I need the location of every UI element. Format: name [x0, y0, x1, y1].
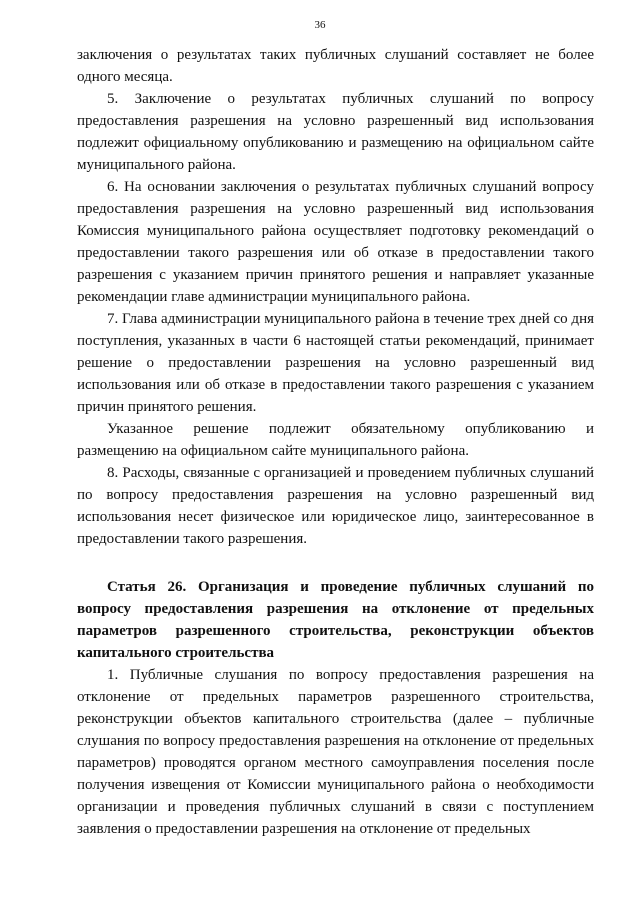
paragraph-item-8: 8. Расходы, связанные с организацией и проведением публичных слушаний по вопросу предоставления разрешения на условно разрешенный вид использования несет физическое или юридическое лицо, заинтересованное в предоставлении такого разрешения.: [77, 465, 594, 547]
paragraph-item-7: 7. Глава администрации муниципального района в течение трех дней со дня поступления, указанных в части 6 настоящей статьи рекомендаций, принимает решение о предоставлении разрешения на условно разрешенный вид использования или об отказе в предоставлении такого разрешения с указанием причин принятого решения.: [77, 311, 594, 415]
page-number: 36: [314, 19, 326, 31]
document-body: [77, 44, 594, 840]
paragraph-continuation: заключения о результатах таких публичных слушаний составляет не более одного месяца.: [77, 47, 594, 85]
paragraph-item-6: 6. На основании заключения о результатах публичных слушаний вопросу предоставления разрешения на условно разрешенный вид использования Комиссия муниципального района осуществляет подготовку рекомендаций о предоставлении такого разрешения или об отказе в предоставлении такого разрешения с указанием причин принятого решения и направляет указанные рекомендации главе администрации муниципального района.: [77, 179, 594, 305]
paragraph-item-5: 5. Заключение о результатах публичных слушаний по вопросу предоставления разрешения на условно разрешенный вид использования подлежит официальному опубликованию и размещению на официальном сайте муниципального района.: [77, 91, 594, 173]
paragraph-decision-note: Указанное решение подлежит обязательному опубликованию и размещению на официальном сайте муниципального района.: [77, 421, 594, 459]
article-paragraph-1: 1. Публичные слушания по вопросу предоставления разрешения на отклонение от предельных параметров разрешенного строительства, реконструкции объектов капитального строительства (далее – публичные слушания по вопросу предоставления разрешения на отклонение от предельных параметров) проводятся органом местного самоуправления поселения после получения извещения от Комиссии муниципального района о необходимости организации и проведения публичных слушаний в связи с поступлением заявления о предоставлении разрешения на отклонение от предельных: [77, 667, 594, 837]
article-heading: Статья 26. Организация и проведение публичных слушаний по вопросу предоставления разрешения на отклонение от предельных параметров разрешенного строительства, реконструкции объектов капитального строительства: [77, 579, 594, 661]
